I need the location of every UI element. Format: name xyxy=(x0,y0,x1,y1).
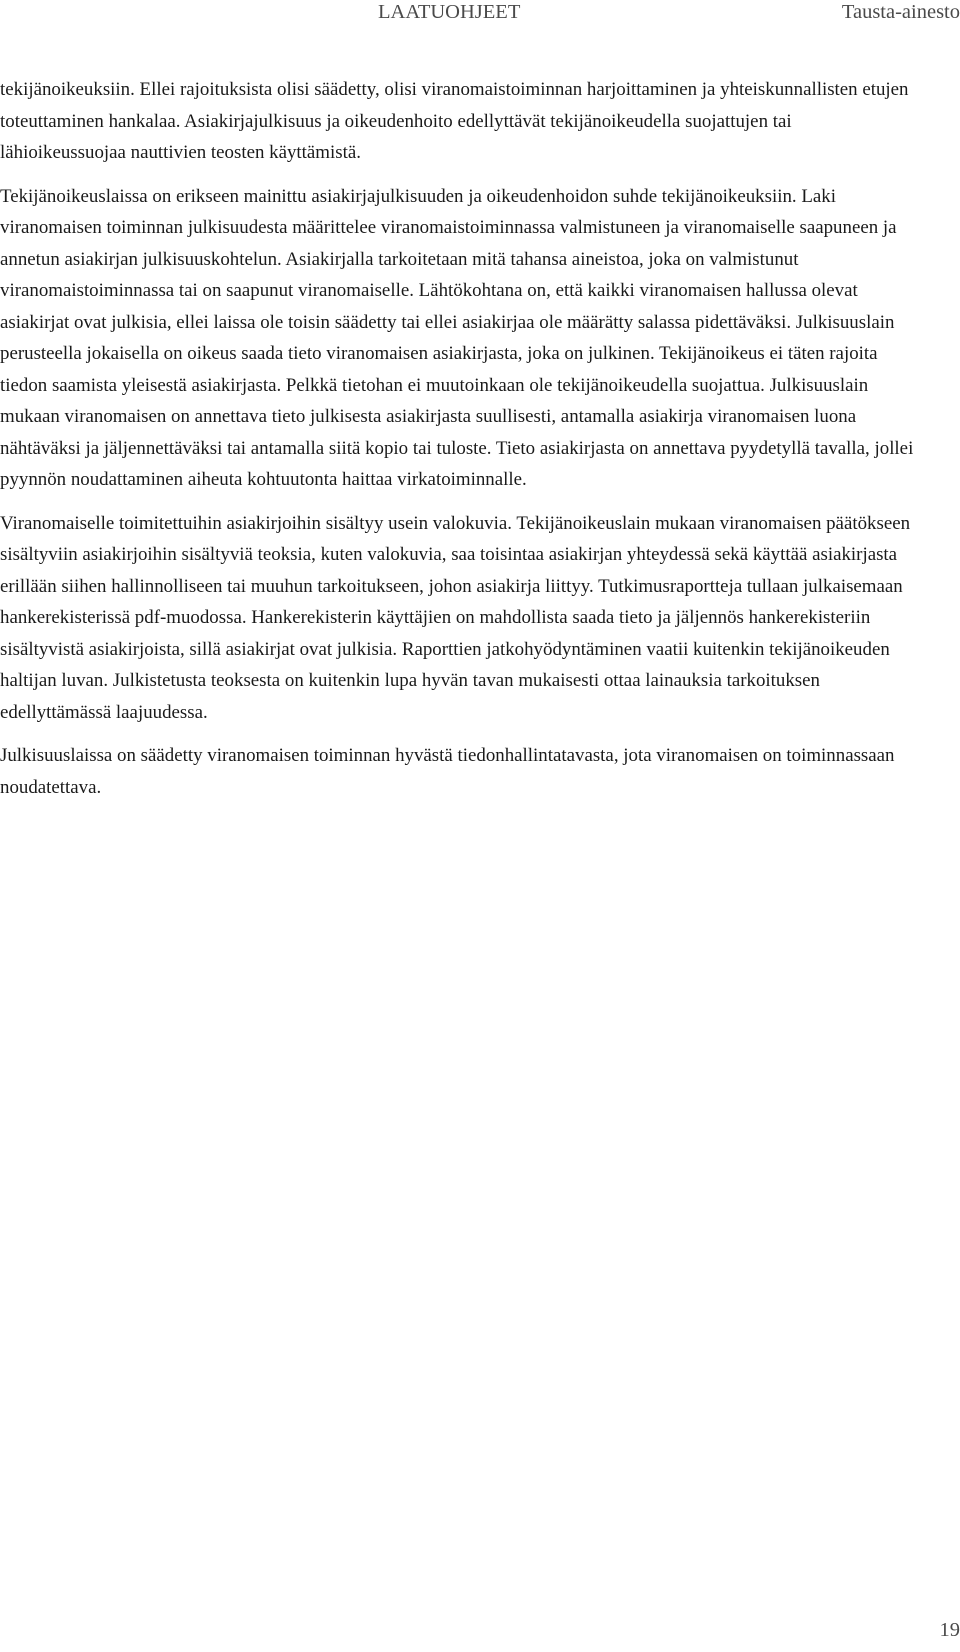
page-number: 19 xyxy=(939,1619,960,1641)
paragraph-4: Julkisuuslaissa on säädetty viranomaisen toiminnan hyvästä tiedonhallintatavasta, jota viranomaisen on toiminnassaan noudatettava. xyxy=(0,745,895,798)
paragraph-2: Tekijänoikeuslaissa on erikseen mainittu asiakirjajulkisuuden ja oikeudenhoidon suhde tekijänoikeuksiin. Laki viranomaisen toiminnan julkisuudesta määrittelee viranomaistoiminnassa valmistuneen ja viranomaiselle saapuneen ja annetun asiakirjan julkisuuskohtelun. Asiakirjalla tarkoitetaan mitä tahansa aineistoa, joka on valmistunut viranomaistoiminnassa tai on saapunut viranomaiselle. Lähtökohtana on, että kaikki viranomaisen hallussa olevat asiakirjat ovat julkisia, ellei laissa ole toisin säädetty tai ellei asiakirjaa ole määrätty salassa pidettäväksi. Julkisuuslain perusteella jokaisella on oikeus saada tieto viranomaisen asiakirjasta, joka on julkinen. Tekijänoikeus ei täten rajoita tiedon saamista yleisestä asiakirjasta. Pelkkä tietohan ei muutoinkaan ole tekijänoikeudella suojattua. Julkisuuslain mukaan viranomaisen on annettava tieto julkisesta asiakirjasta suullisesti, antamalla asiakirja viranomaisen luona nähtäväksi ja jäljennettäväksi tai antamalla siitä kopio tai tuloste. Tieto asiakirjasta on annettava pyydetyllä tavalla, jollei pyynnön noudattaminen aiheuta kohtuutonta haittaa virkatoiminnalle. xyxy=(0,185,914,490)
document-body xyxy=(0,74,918,815)
paragraph-1: tekijänoikeuksiin. Ellei rajoituksista olisi säädetty, olisi viranomaistoiminnan harjoittaminen ja yhteiskunnallisten etujen toteuttaminen hankalaa. Asiakirjajulkisuus ja oikeudenhoito edellyttävät tekijänoikeudella suojattujen tai lähioikeussuojaa nauttivien teosten käyttämistä. xyxy=(0,79,909,163)
page-header xyxy=(0,0,960,26)
header-section: Tausta-ainesto xyxy=(841,1,960,23)
header-title: LAATUOHJEET xyxy=(378,1,521,23)
paragraph-3: Viranomaiselle toimitettuihin asiakirjoihin sisältyy usein valokuvia. Tekijänoikeuslain mukaan viranomaisen päätökseen sisältyviin asiakirjoihin sisältyviä teoksia, kuten valokuvia, saa toisintaa asiakirjan yhteydessä sekä käyttää asiakirjasta erillään siihen hallinnolliseen tai muuhun tarkoitukseen, johon asiakirja liittyy. Tutkimusraportteja tullaan julkaisemaan hankerekisterissä pdf-muodossa. Hankerekisterin käyttäjien on mahdollista saada tieto ja jäljennös hankerekisteriin sisältyvistä asiakirjoista, sillä asiakirjat ovat julkisia. Raporttien jatkohyödyntäminen vaatii kuitenkin tekijänoikeuden haltijan luvan. Julkistetusta teoksesta on kuitenkin lupa hyvän tavan mukaisesti ottaa lainauksia tarkoituksen edellyttämässä laajuudessa. xyxy=(0,512,911,723)
